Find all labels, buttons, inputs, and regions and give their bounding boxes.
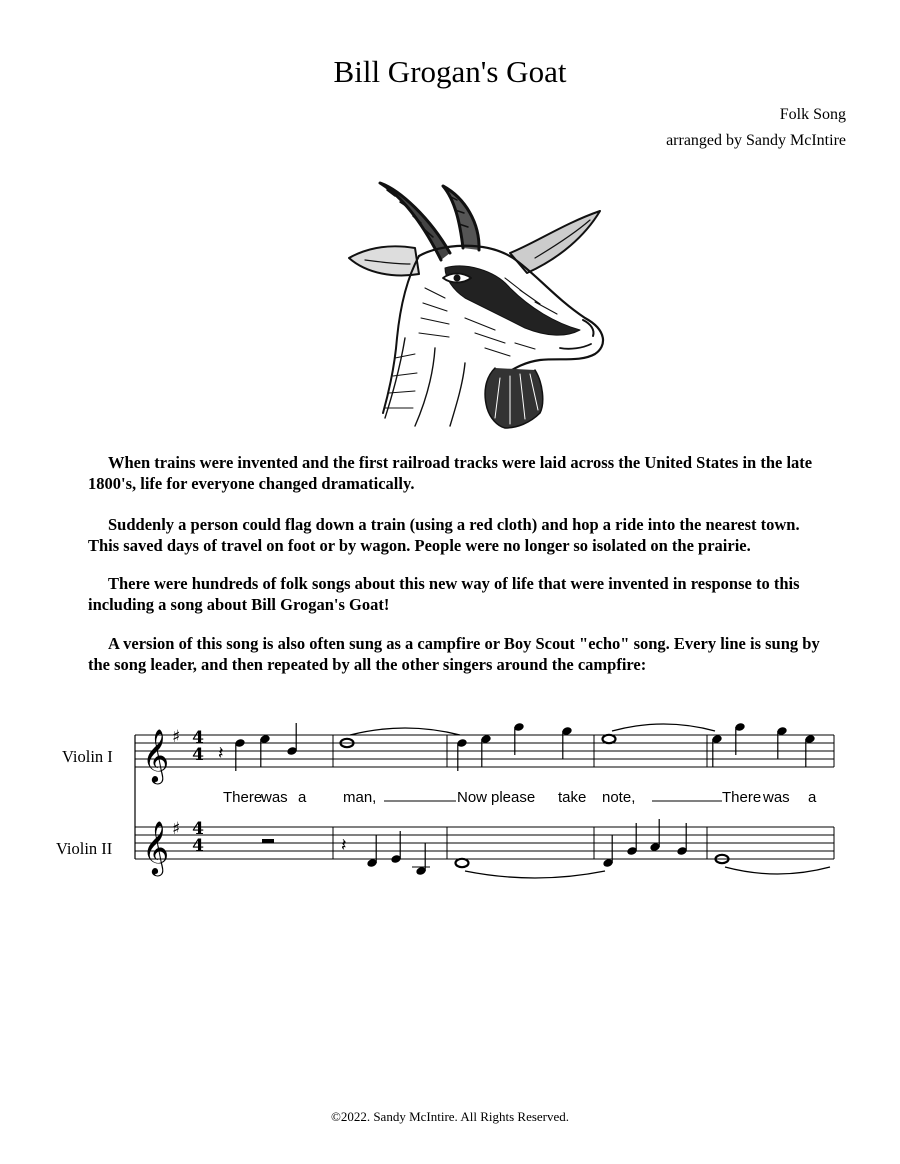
whole-note	[603, 735, 616, 743]
paragraph-line: Suddenly a person could flag down a train (using a red cloth) and hop a ride into the nearest town.	[108, 515, 800, 534]
tie-curve	[350, 728, 460, 735]
quarter-rest-icon: 𝄽	[218, 743, 224, 764]
lyric-word: was	[763, 789, 790, 806]
paragraph-line: 1800's, life for everyone changed dramatically.	[88, 474, 415, 493]
lyric-word: man,	[343, 789, 377, 806]
composer-credit: Folk Song	[779, 106, 846, 123]
lyric-word: There	[223, 789, 263, 806]
paragraph-line: A version of this song is also often sung as a campfire or Boy Scout "echo" song. Every line is sung by	[108, 634, 820, 653]
time-signature-bottom: 4	[192, 745, 204, 765]
arranger-credit: arranged by Sandy McIntire	[666, 132, 846, 149]
time-signature-bottom: 4	[192, 836, 204, 856]
lyric-word: please	[491, 789, 536, 806]
tie-curve	[725, 867, 830, 874]
lyric-word: Now	[457, 789, 488, 806]
instrument-label-violin-1: Violin I	[62, 747, 113, 766]
sharp-icon: ♯	[172, 727, 181, 747]
paragraph-line: including a song about Bill Grogan's Goat!	[88, 595, 390, 614]
paragraph-line: the song leader, and then repeated by all the other singers around the campfire:	[88, 655, 647, 674]
lyric-word: There	[722, 789, 762, 806]
paragraph-line: This saved days of travel on foot or by wagon. People were no longer so isolated on the prairie.	[88, 536, 751, 555]
copyright-footer: ©2022. Sandy McIntire. All Rights Reserved.	[330, 1109, 570, 1124]
tie-curve	[612, 724, 715, 731]
time-signature-top: 4	[192, 728, 204, 748]
lyric-word: a	[298, 789, 307, 806]
instrument-label-violin-2: Violin II	[56, 839, 113, 858]
lyric-word: note,	[602, 789, 636, 806]
lyric-word: take	[558, 789, 587, 806]
quarter-rest-icon: 𝄽	[341, 835, 347, 856]
tie-curve	[465, 871, 605, 878]
whole-note	[456, 859, 469, 867]
page-title: Bill Grogan's Goat	[333, 54, 567, 89]
lyric-word: a	[808, 789, 817, 806]
half-rest-icon	[262, 839, 274, 843]
paragraph-line: When trains were invented and the first railroad tracks were laid across the United States in the late	[108, 453, 813, 472]
treble-clef-icon: 𝄞	[142, 820, 170, 874]
paragraph-line: There were hundreds of folk songs about this new way of life that were invented in response to this	[108, 574, 800, 593]
lyric-word: was	[261, 789, 288, 806]
treble-clef-icon: 𝄞	[142, 728, 170, 782]
sharp-icon: ♯	[172, 819, 181, 839]
time-signature-top: 4	[192, 819, 204, 839]
